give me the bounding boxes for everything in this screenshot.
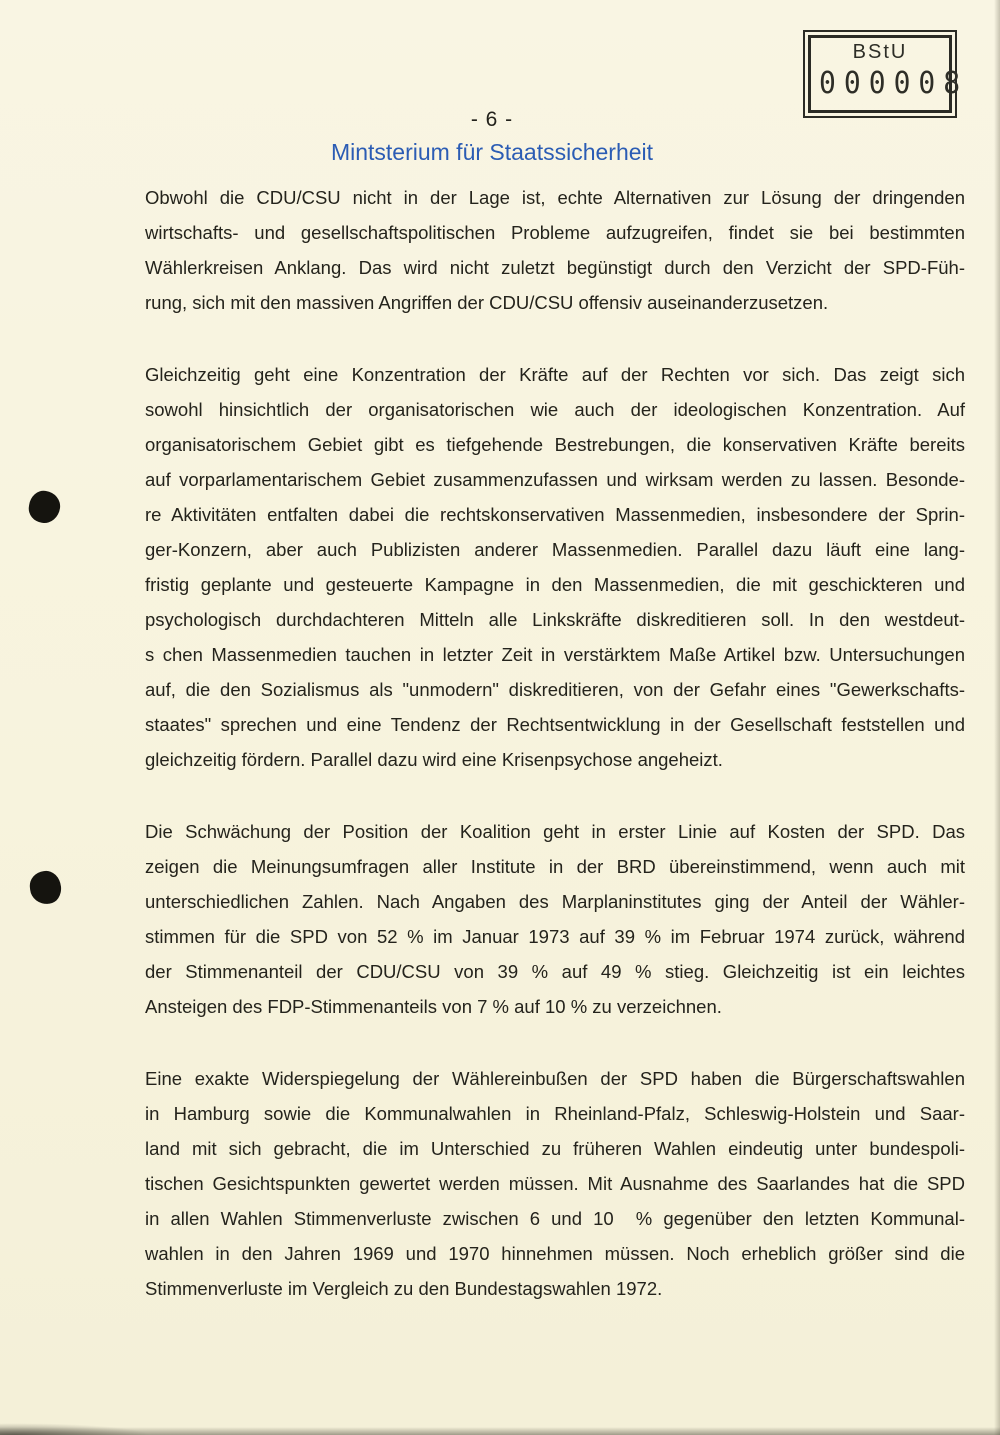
bstu-stamp: [803, 30, 969, 118]
paragraph-4: [145, 1061, 965, 1306]
paragraph-1: [145, 180, 965, 320]
text-line: Obwohl die CDU/CSU nicht in der Lage ist, echte Alternativen zur Lösung der dringenden: [145, 187, 965, 208]
scan-edge-corner: [0, 1423, 150, 1435]
text-line: tischen Gesichtspunkten gewertet werden müssen. Mit Ausnahme des Saarlandes hat die SPD: [145, 1173, 965, 1194]
text-line: Eine exakte Widerspiegelung der Wählereinbußen der SPD haben die Bürgerschaftswahlen: [145, 1068, 965, 1089]
text-line: wahlen in den Jahren 1969 und 1970 hinnehmen müssen. Noch erheblich größer sind die: [145, 1243, 965, 1264]
text-line: fristig geplante und gesteuerte Kampagne in den Massenmedien, die mit geschickteren und: [145, 574, 965, 595]
text-line: auf vorparlamentarischem Gebiet zusammenzufassen und wirksam werden zu lassen. Besonde-: [145, 469, 965, 490]
paragraph-3: [145, 814, 965, 1024]
text-line: in Hamburg sowie die Kommunalwahlen in Rheinland-Pfalz, Schleswig-Holstein und Saar-: [145, 1103, 965, 1124]
stamp-title: BStU: [852, 41, 908, 63]
text-line: sowohl hinsichtlich der organisatorischen wie auch der ideologischen Konzentration. Auf: [145, 399, 965, 420]
text-line: Ansteigen des FDP-Stimmenanteils von 7 % auf 10 % zu verzeichnen.: [145, 996, 722, 1017]
text-line: in allen Wahlen Stimmenverluste zwischen 6 und 10 % gegenüber den letzten Kommunal-: [145, 1208, 965, 1229]
text-line: psychologisch durchdachteren Mitteln alle Linkskräfte diskreditieren soll. In den westdeut-: [145, 609, 965, 630]
text-line: unterschiedlichen Zahlen. Nach Angaben des Marplaninstitutes ging der Anteil der Wähler-: [145, 891, 965, 912]
text-line: staates" sprechen und eine Tendenz der Rechtsentwicklung in der Gesellschaft feststellen und: [145, 714, 965, 735]
text-line: gleichzeitig fördern. Parallel dazu wird eine Krisenpsychose angeheizt.: [145, 749, 723, 770]
text-line: zeigen die Meinungsumfragen aller Institute in der BRD übereinstimmend, wenn auch mit: [145, 856, 965, 877]
text-line: ger-Konzern, aber auch Publizisten anderer Massenmedien. Parallel dazu läuft eine lang-: [145, 539, 965, 560]
text-line: auf, die den Sozialismus als "unmodern" diskreditieren, von der Gefahr eines "Gewerkschafts-: [145, 679, 965, 700]
scan-edge-right: [994, 0, 1000, 1435]
text-line: Gleichzeitig geht eine Konzentration der Kräfte auf der Rechten vor sich. Das zeigt sich: [145, 364, 965, 385]
text-line: wirtschafts- und gesellschaftspolitischen Probleme aufzugreifen, findet sie bei bestimmten: [145, 222, 965, 243]
text-line: Wählerkreisen Anklang. Das wird nicht zuletzt begünstigt durch den Verzicht der SPD-Füh-: [145, 257, 965, 278]
text-line: der Stimmenanteil der CDU/CSU von 39 % auf 49 % stieg. Gleichzeitig ist ein leichtes: [145, 961, 965, 982]
text-line: stimmen für die SPD von 52 % im Januar 1973 auf 39 % im Februar 1974 zurück, während: [145, 926, 965, 947]
ink-blot-bottom: [28, 869, 62, 905]
page-number: - 6 -: [470, 108, 514, 131]
text-line: rung, sich mit den massiven Angriffen der CDU/CSU offensiv auseinanderzusetzen.: [145, 292, 829, 313]
page-header: [140, 108, 844, 166]
paragraph-2: [145, 357, 965, 777]
scan-edge-bottom: [0, 1427, 1000, 1435]
text-line: land mit sich gebracht, die im Unterschied zu früheren Wahlen eindeutig unter bundespoli-: [145, 1138, 965, 1159]
document-body: [145, 180, 965, 1306]
text-line: organisatorischem Gebiet gibt es tiefgehende Bestrebungen, die konservativen Kräfte bereits: [145, 434, 965, 455]
ministry-heading: Mintsterium für Staatssicherheit: [330, 139, 654, 165]
text-line: Stimmenverluste im Vergleich zu den Bundestagswahlen 1972.: [145, 1278, 663, 1299]
text-line: re Aktivitäten entfalten dabei die rechtskonservativen Massenmedien, insbesondere der Sprin-: [145, 504, 965, 525]
bstu-stamp-frame: [808, 35, 969, 113]
text-line: Die Schwächung der Position der Koalition geht in erster Linie auf Kosten der SPD. Das: [145, 821, 965, 842]
ink-blot-top: [27, 489, 62, 525]
text-line: s chen Massenmedien tauchen in letzter Zeit in verstärktem Maße Artikel bzw. Untersuchungen: [145, 644, 965, 665]
stamp-serial-number: 000008: [819, 64, 969, 101]
